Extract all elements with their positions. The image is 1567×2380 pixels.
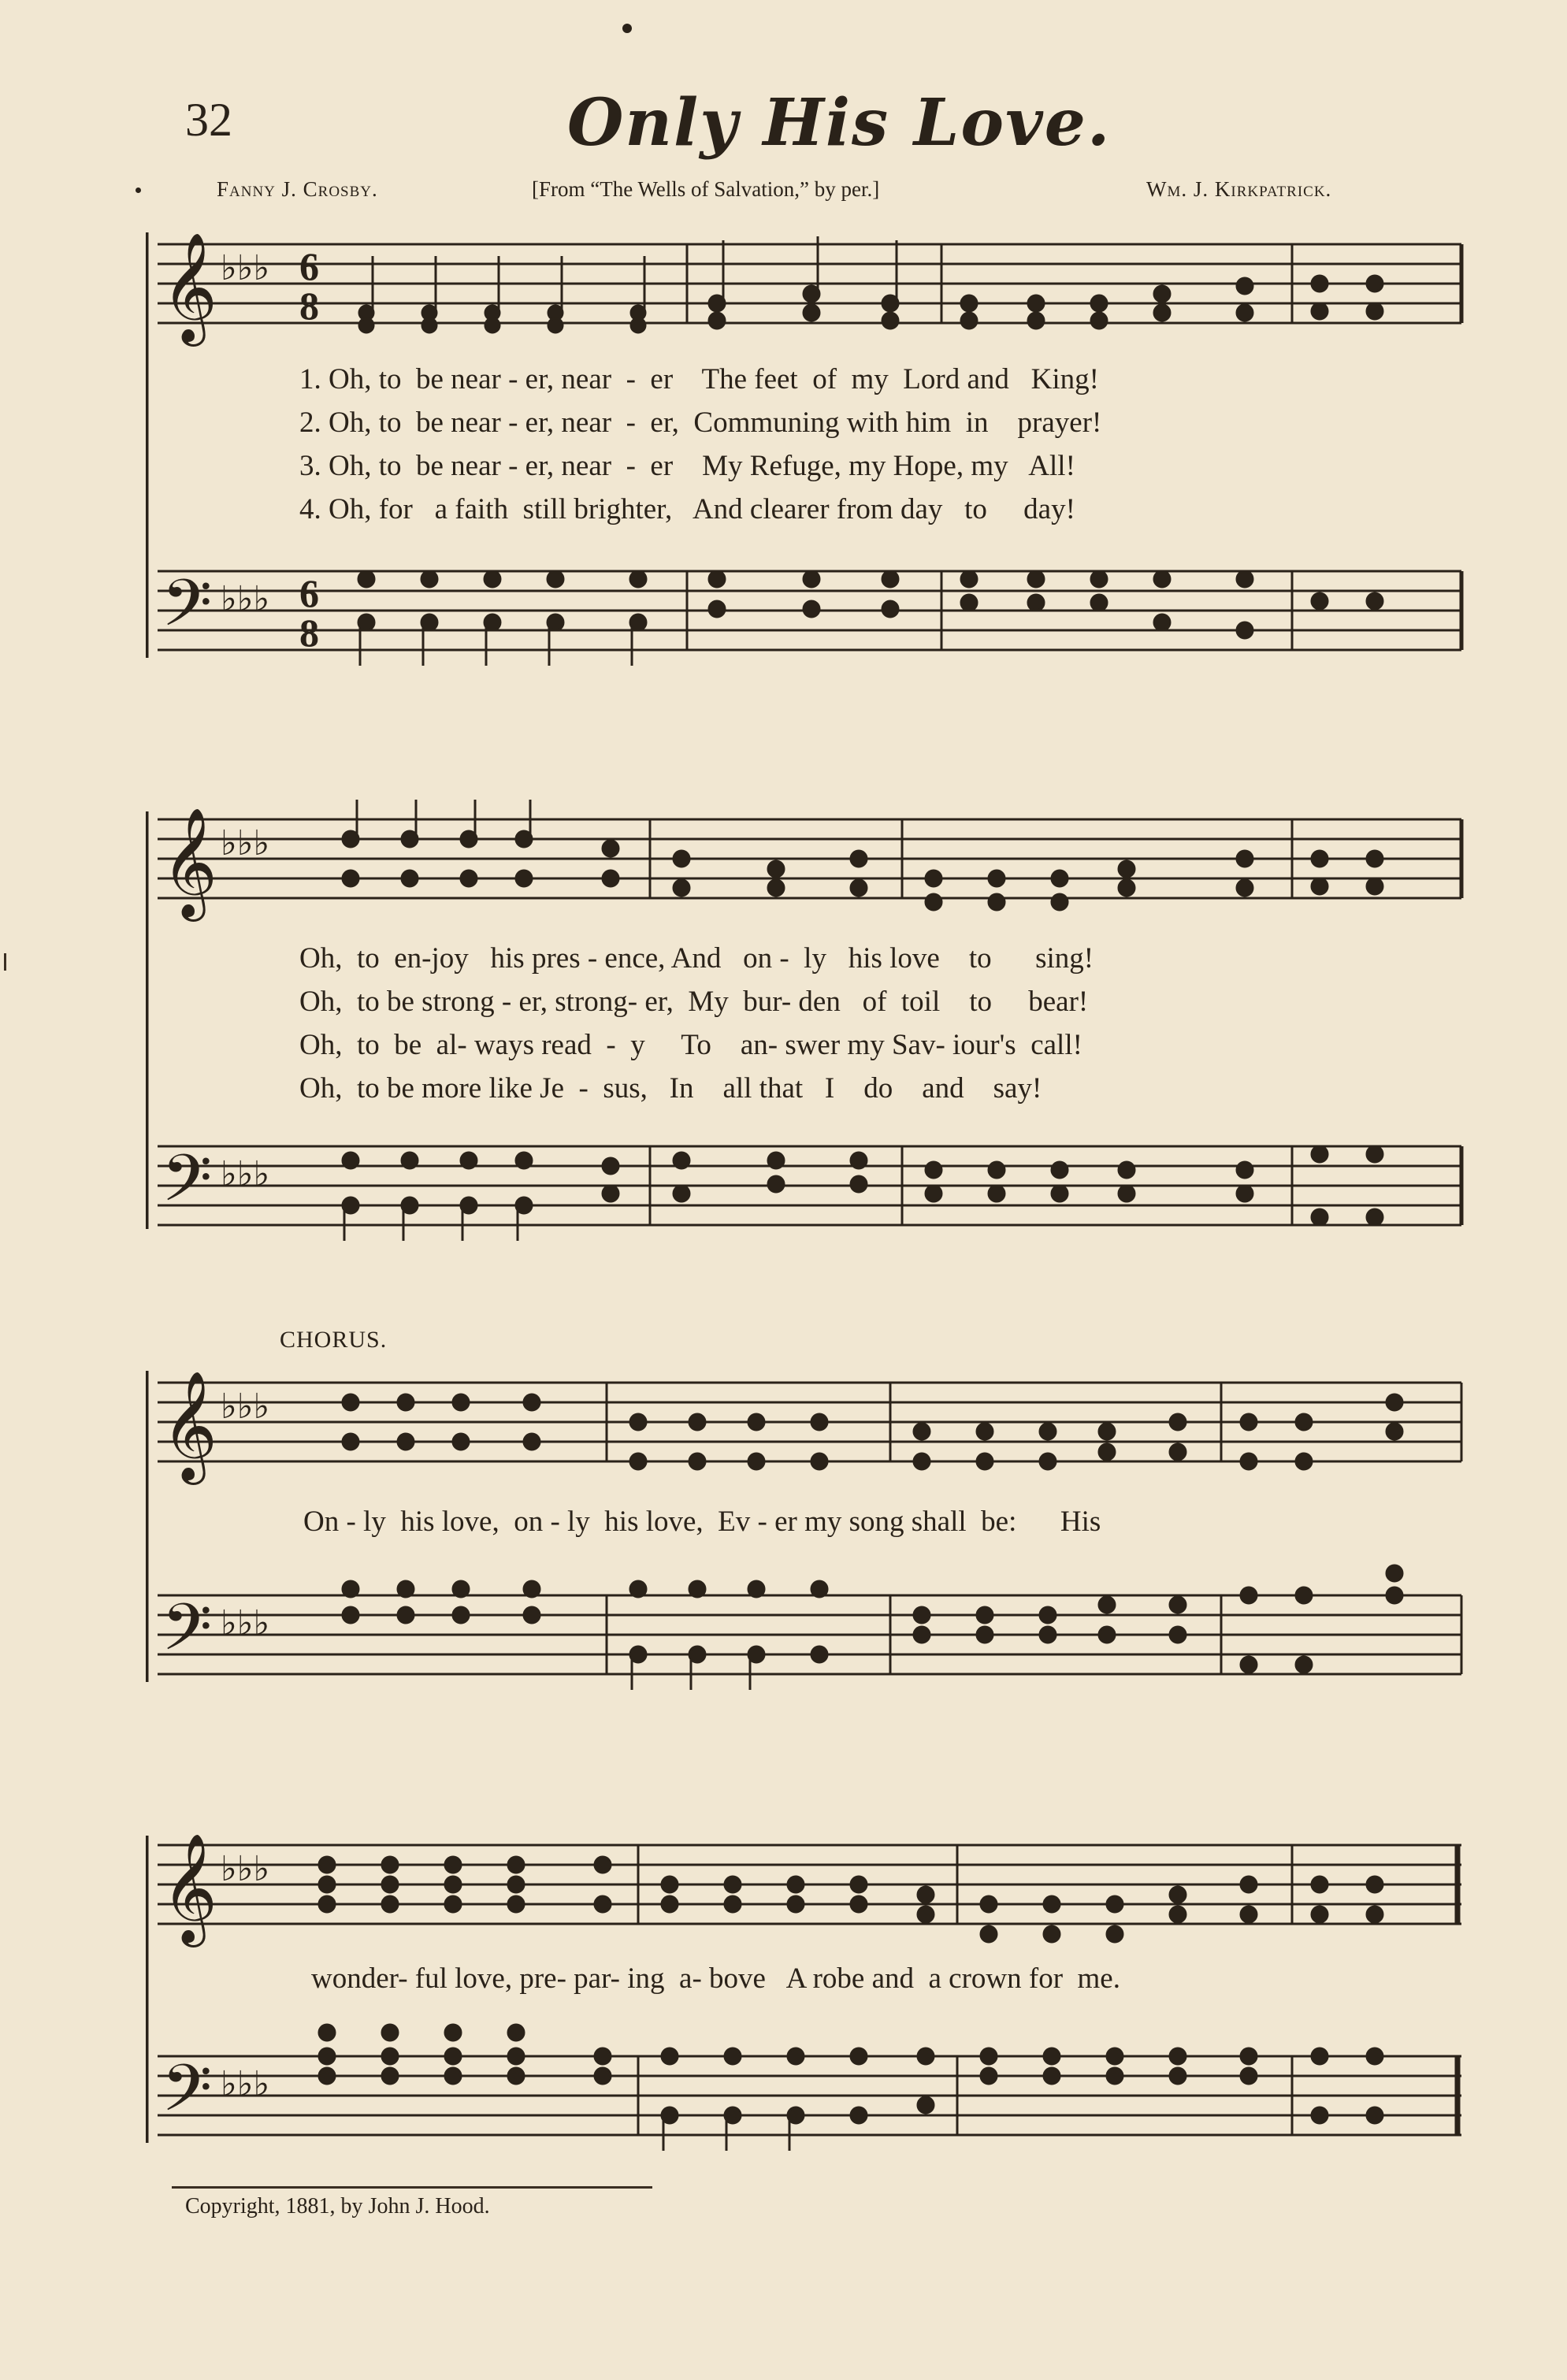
- svg-text:♭♭♭: ♭♭♭: [221, 1387, 270, 1427]
- verse-1-line-2: Oh, to en-joy his pres - ence, And on - ly his love to sing!: [299, 942, 1094, 975]
- svg-text:♭♭♭: ♭♭♭: [221, 1849, 270, 1889]
- svg-text:𝄢: 𝄢: [162, 2050, 213, 2142]
- music-system-1: [146, 225, 1469, 666]
- verse-3-line-2: Oh, to be al- ways read - y To an- swer my Sav- iour's call!: [299, 1029, 1082, 1061]
- svg-text:𝄞: 𝄞: [162, 232, 217, 342]
- svg-text:6: 6: [299, 571, 319, 615]
- copyright-notice: Copyright, 1881, by John J. Hood.: [185, 2194, 490, 2218]
- svg-text:8: 8: [299, 611, 319, 655]
- verse-4-line-1: 4. Oh, for a faith still brighter, And clearer from day to day!: [299, 493, 1075, 525]
- staff-notation-1: [146, 225, 1469, 666]
- svg-text:♭♭♭: ♭♭♭: [221, 2064, 270, 2104]
- svg-text:♭♭♭: ♭♭♭: [221, 823, 270, 863]
- svg-text:♭♭♭: ♭♭♭: [221, 1154, 270, 1194]
- author-credit: Fanny J. Crosby.: [217, 177, 378, 201]
- ornament-dot: [622, 24, 632, 33]
- svg-text:𝄞: 𝄞: [162, 1371, 217, 1480]
- verse-3-line-1: 3. Oh, to be near - er, near - er My Refuge, my Hope, my All!: [299, 450, 1075, 482]
- svg-text:𝄞: 𝄞: [162, 808, 217, 917]
- svg-text:8: 8: [299, 284, 319, 328]
- hymn-title: Only His Love.: [567, 85, 1112, 161]
- music-system-3: [146, 1367, 1469, 1690]
- music-system-2: [146, 800, 1469, 1241]
- composer-credit: Wm. J. Kirkpatrick.: [1146, 177, 1332, 201]
- svg-text:♭♭♭: ♭♭♭: [221, 248, 270, 288]
- chorus-line-1: On - ly his love, on - ly his love, Ev - er my song shall be: His: [303, 1506, 1101, 1538]
- svg-text:𝄢: 𝄢: [162, 565, 213, 657]
- copyright-rule: [172, 2186, 652, 2189]
- svg-text:♭♭♭: ♭♭♭: [221, 579, 270, 619]
- page-number: 32: [185, 94, 232, 146]
- source-credit: [From “The Wells of Salvation,” by per.]: [532, 177, 880, 201]
- svg-text:♭♭♭: ♭♭♭: [221, 1603, 270, 1643]
- margin-mark: [4, 953, 6, 971]
- verse-2-line-1: 2. Oh, to be near - er, near - er, Communing with him in prayer!: [299, 407, 1102, 439]
- verse-1-line-1: 1. Oh, to be near - er, near - er The feet of my Lord and King!: [299, 363, 1099, 395]
- chorus-label: CHORUS.: [280, 1327, 388, 1353]
- svg-text:𝄢: 𝄢: [162, 1140, 213, 1232]
- music-system-4: [146, 1820, 1469, 2151]
- verse-4-line-2: Oh, to be more like Je - sus, In all that I do and say!: [299, 1072, 1042, 1105]
- svg-text:𝄢: 𝄢: [162, 1589, 213, 1681]
- svg-text:𝄞: 𝄞: [162, 1833, 217, 1943]
- bullet-mark: [136, 188, 141, 193]
- staff-notation-2: [146, 800, 1469, 1241]
- svg-text:6: 6: [299, 244, 319, 288]
- chorus-line-2: wonder- ful love, pre- par- ing a- bove A robe and a crown for me.: [311, 1962, 1120, 1995]
- verse-2-line-2: Oh, to be strong - er, strong- er, My bur- den of toil to bear!: [299, 986, 1089, 1018]
